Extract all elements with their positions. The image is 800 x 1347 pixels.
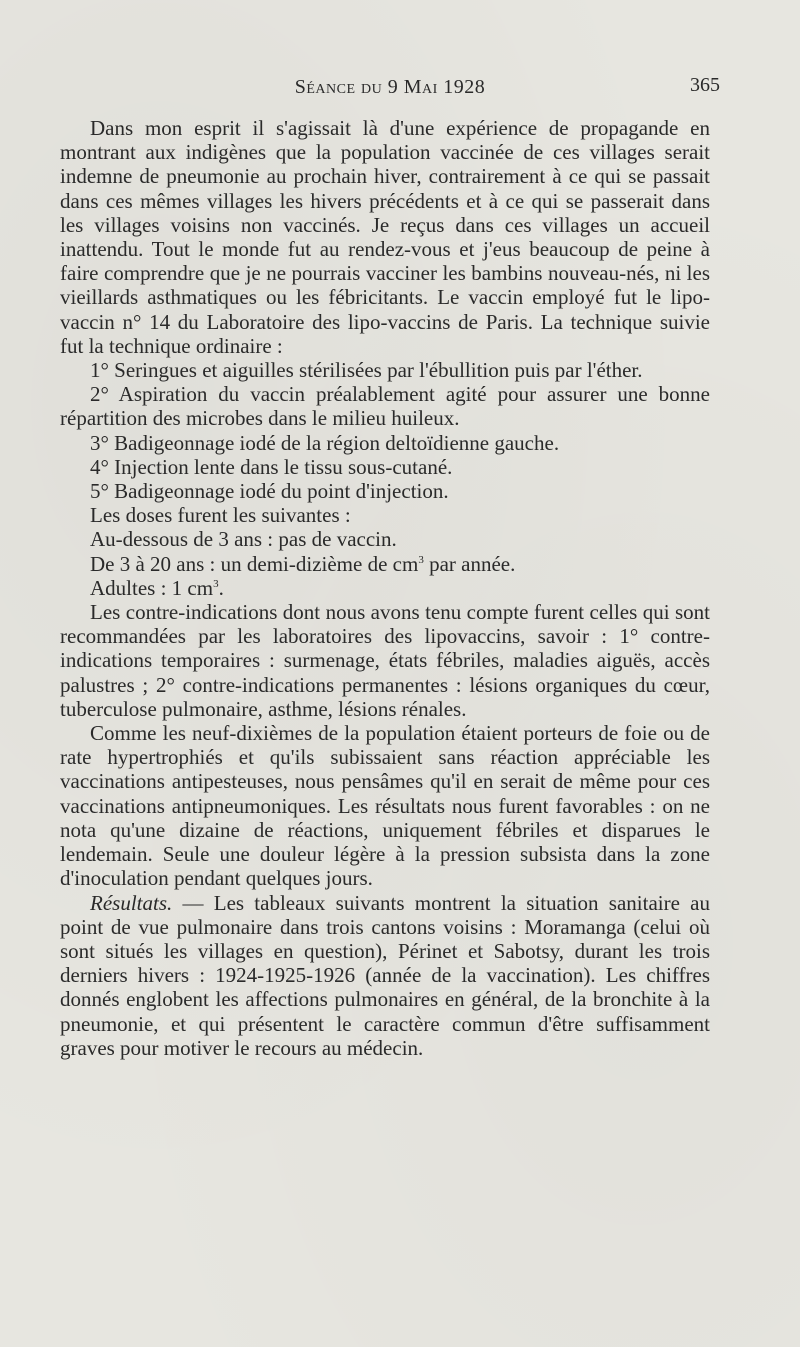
technique-step-2: 2° Aspiration du vaccin préalablement agité pour assurer une bonne répartition des microbes dans le milieu huileux. — [60, 382, 710, 431]
paragraph-comme: Comme les neuf-dixièmes de la population étaient porteurs de foie ou de rate hypertrophiés et qu'ils subissaient sans réaction appréciable les vaccinations antipesteuses, nous pensâmes qu'il en serait de même pour ces vaccinations antipneumoniques. Les résultats nous furent favorables : on ne nota qu'une dizaine de réactions, uniquement fébriles et disparues le lendemain. Seule une douleur légère à la pression subsista dans la zone d'inoculation pendant quelques jours. — [60, 721, 710, 891]
paragraph-esprit: Dans mon esprit il s'agissait là d'une expérience de propagande en montrant aux indigènes que la population vaccinée de ces villages serait indemne de pneumonie au prochain hiver, contrairement à ce qui se passait dans ces mêmes villages les hivers précédents et à ce qui se passerait dans les villages voisins non vaccinés. Je reçus dans ces villages un accueil inattendu. Tout le monde fut au rendez-vous et j'eus beaucoup de peine à faire comprendre que je ne pourrais vacciner les bambins nouveau-nés, ni les vieillards asthmatiques ou les fébricitants. Le vaccin employé fut le lipo-vaccin n° 14 du Laboratoire des lipo-vaccins de Paris. La technique suivie fut la technique ordinaire : — [60, 116, 710, 358]
dose-adults — [60, 576, 710, 600]
page-body — [60, 116, 710, 1060]
cubic-superscript: 3 — [418, 553, 424, 566]
technique-step-4: 4° Injection lente dans le tissu sous-cutané. — [90, 454, 453, 479]
technique-step-5: 5° Badigeonnage iodé du point d'injection. — [90, 479, 449, 504]
cubic-superscript: 3 — [213, 577, 219, 590]
dose-3-to-20-text: De 3 à 20 ans : un demi-dizième de cm — [90, 551, 419, 576]
dose-3-to-20-tail: par année. — [423, 551, 516, 576]
resultats-label: Résultats. — [90, 890, 173, 915]
paragraph-resultats — [60, 891, 710, 1060]
running-title: Séance du 9 Mai 1928 — [294, 76, 486, 98]
page-header — [60, 70, 720, 102]
technique-step-3: 3° Badigeonnage iodé de la région deltoïdienne gauche. — [90, 430, 560, 455]
dose-3-to-20 — [60, 552, 710, 576]
paragraph-contre-indications: Les contre-indications dont nous avons tenu compte furent celles qui sont recommandées par les laboratoires des lipovaccins, savoir : 1° contre-indications temporaires : surmenage, états fébriles, maladies aiguës, accès palustres ; 2° contre-indications permanentes : lésions organiques du cœur, tuberculose pulmonaire, asthme, lésions rénales. — [60, 600, 710, 721]
dose-under-3: Au-dessous de 3 ans : pas de vaccin. — [90, 527, 397, 552]
page-number: 365 — [690, 74, 720, 96]
dose-adults-text: Adultes : 1 cm — [90, 575, 214, 600]
technique-step-1: 1° Seringues et aiguilles stérilisées par l'ébullition puis par l'éther. — [90, 358, 643, 383]
dose-adults-tail: . — [218, 575, 224, 600]
doses-intro: Les doses furent les suivantes : — [90, 503, 351, 528]
resultats-text: — Les tableaux suivants montrent la situation sanitaire au point de vue pulmonaire dans trois cantons voisins : Moramanga (celui où sont situés les villages en question), Périnet et Sabotsy, durant les trois derniers hivers : 1924-1925-1926 (année de la vaccination). Les chiffres donnés englobent les affections pulmonaires en général, de la bronchite à la pneumonie, et qui présentent le caractère commun d'être suffisamment graves pour motiver le recours au médecin. — [60, 890, 710, 1060]
